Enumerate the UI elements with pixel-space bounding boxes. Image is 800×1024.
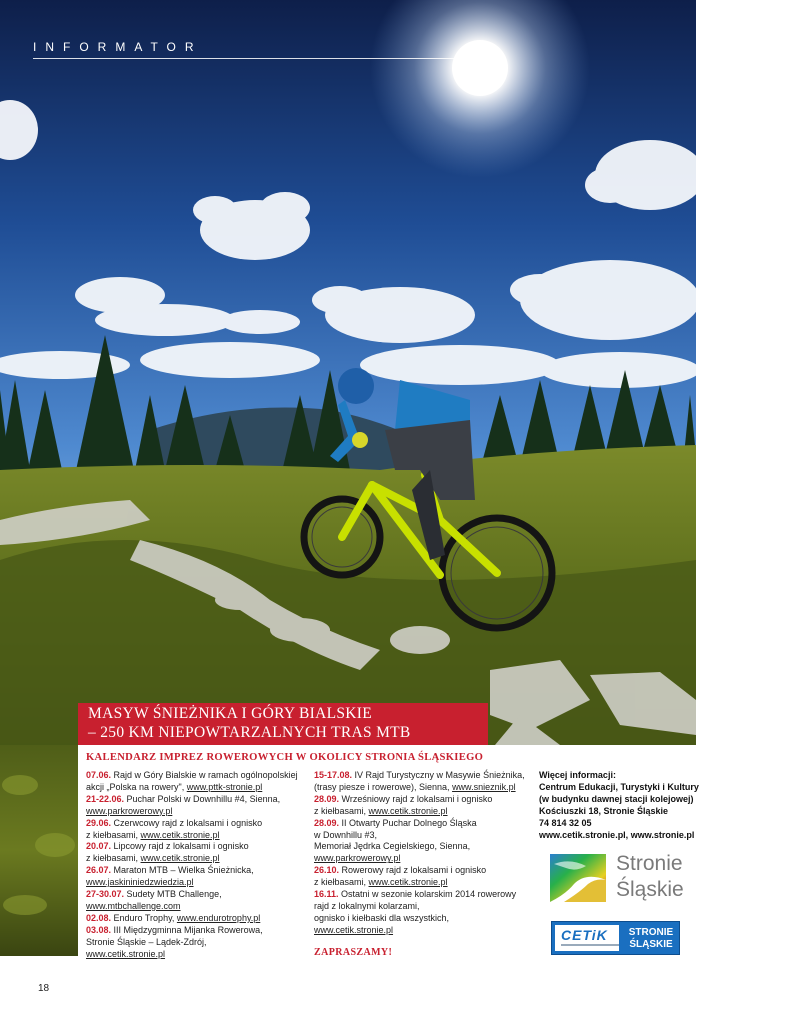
event-date: 16.11.	[314, 889, 339, 900]
info-links[interactable]: www.cetik.stronie.pl, www.stronie.pl	[539, 829, 695, 840]
event-date: 28.09.	[314, 817, 340, 828]
event-item	[86, 889, 308, 913]
event-date: 15-17.08.	[314, 770, 353, 780]
event-text: (trasy piesze i rowerowe), Sienna,	[314, 781, 453, 792]
event-text: z kiełbasami,	[86, 853, 141, 864]
event-item	[86, 913, 308, 925]
closing-invitation: ZAPRASZAMY!	[314, 947, 393, 958]
events-column-1	[86, 770, 308, 961]
event-text: Stronie Śląskie – Lądek-Zdrój,	[86, 936, 207, 947]
event-link[interactable]: www.jaskininiedzwiedzia.pl	[86, 877, 194, 888]
event-text: Puchar Polski w Downhillu #4, Sienna,	[124, 793, 281, 804]
event-text: III Międzygminna Mijanka Rowerowa,	[111, 924, 263, 935]
event-link[interactable]: www.cetik.stronie.pl	[86, 948, 166, 959]
event-text: Rajd w Góry Bialskie w ramach ogólnopolskiej	[111, 770, 298, 780]
event-text: Maraton MTB – Wielka Śnieżnicka,	[111, 865, 254, 876]
contact-info	[539, 770, 739, 841]
section-divider	[33, 58, 488, 59]
calendar-title: KALENDARZ IMPREZ ROWEROWYCH W OKOLICY STRONIA ŚLĄSKIEGO	[86, 752, 484, 763]
event-date: 03.08.	[86, 924, 112, 935]
event-item	[314, 770, 536, 794]
info-line-1: Centrum Edukacji, Turystyki i Kultury	[539, 781, 699, 792]
event-text: rajd z lokalnymi kolarzami,	[314, 900, 420, 911]
event-item	[86, 925, 308, 961]
event-link[interactable]: www.parkrowerowy.pl	[86, 805, 173, 816]
event-link[interactable]: www.endurotrophy.pl	[176, 912, 261, 923]
event-link[interactable]: www.cetik.stronie.pl	[314, 924, 394, 935]
cetik-logo-mark	[555, 925, 619, 951]
event-date: 02.08.	[86, 912, 112, 923]
info-line-2: (w budynku dawnej stacji kolejowej)	[539, 793, 694, 804]
event-item	[314, 794, 536, 818]
headline-line-1: MASYW ŚNIEŻNIKA I GÓRY BIALSKIE	[88, 705, 372, 722]
event-item	[86, 770, 308, 794]
event-text: Czerwcowy rajd z lokalsami i ognisko	[111, 817, 263, 828]
event-text: Lipcowy rajd z lokalsami i ognisko	[111, 841, 249, 852]
event-link[interactable]: www.cetik.stronie.pl	[140, 853, 220, 864]
event-text: Enduro Trophy,	[111, 912, 177, 923]
page-number: 18	[38, 983, 50, 994]
event-text: II Otwarty Puchar Dolnego Śląska	[339, 817, 477, 828]
photo-strip	[0, 745, 78, 956]
event-text: Wrześniowy rajd z lokalsami i ognisko	[339, 793, 493, 804]
cetik-logo-subtext	[561, 944, 619, 946]
event-item	[86, 794, 308, 818]
event-item	[314, 889, 536, 937]
event-link[interactable]: www.parkrowerowy.pl	[314, 853, 401, 864]
event-link[interactable]: www.cetik.stronie.pl	[140, 829, 220, 840]
event-item	[314, 865, 536, 889]
event-date: 29.06.	[86, 817, 112, 828]
event-link[interactable]: www.mtbchallenge.com	[86, 900, 181, 911]
events-column-2	[314, 770, 536, 937]
headline-line-2: – 250 KM NIEPOWTARZALNYCH TRAS MTB	[88, 724, 411, 741]
event-text: z kiełbasami,	[314, 805, 369, 816]
event-link[interactable]: www.snieznik.pl	[452, 781, 516, 792]
cetik-logo	[551, 921, 680, 955]
event-text: Sudety MTB Challenge,	[124, 889, 222, 900]
event-link[interactable]: www.pttk-stronie.pl	[186, 781, 263, 792]
event-text: z kiełbasami,	[314, 877, 369, 888]
event-date: 21-22.06.	[86, 793, 125, 804]
event-item	[86, 841, 308, 865]
event-link[interactable]: www.cetik.stronie.pl	[368, 877, 448, 888]
event-text: Ostatni w sezonie kolarskim 2014 rowerowy	[338, 889, 517, 900]
event-date: 27-30.07.	[86, 889, 125, 900]
stronie-slaskie-logo	[546, 850, 696, 908]
info-heading: Więcej informacji:	[539, 770, 616, 780]
stronie-logo-text-2: Śląskie	[616, 878, 684, 901]
cetik-logo-town-2: ŚLĄSKIE	[629, 939, 673, 950]
stronie-logo-text-1: Stronie	[616, 852, 683, 875]
event-date: 26.10.	[314, 865, 340, 876]
stronie-logo-icon	[546, 850, 610, 906]
event-date: 20.07.	[86, 841, 112, 852]
event-text: w Downhillu #3,	[314, 829, 378, 840]
event-item	[86, 818, 308, 842]
event-item	[314, 818, 536, 866]
info-phone: 74 814 32 05	[539, 817, 592, 828]
event-text: z kiełbasami,	[86, 829, 141, 840]
event-text: Memoriał Jędrka Cegielskiego, Sienna,	[314, 841, 471, 852]
event-text: Rowerowy rajd z lokalsami i ognisko	[339, 865, 487, 876]
cetik-logo-town-1: STRONIE	[628, 927, 674, 938]
event-text: IV Rajd Turystyczny w Masywie Śnieżnika,	[352, 770, 525, 780]
event-text: ognisko i kiełbaski dla wszystkich,	[314, 912, 450, 923]
section-label: INFORMATOR	[33, 40, 203, 54]
event-item	[86, 865, 308, 889]
cetik-logo-text: CETiK	[561, 927, 608, 943]
event-link[interactable]: www.cetik.stronie.pl	[368, 805, 448, 816]
info-line-3: Kościuszki 18, Stronie Śląskie	[539, 805, 669, 816]
event-date: 07.06.	[86, 770, 112, 780]
event-date: 26.07.	[86, 865, 112, 876]
event-date: 28.09.	[314, 793, 340, 804]
event-text: akcji „Polska na rowery",	[86, 781, 187, 792]
